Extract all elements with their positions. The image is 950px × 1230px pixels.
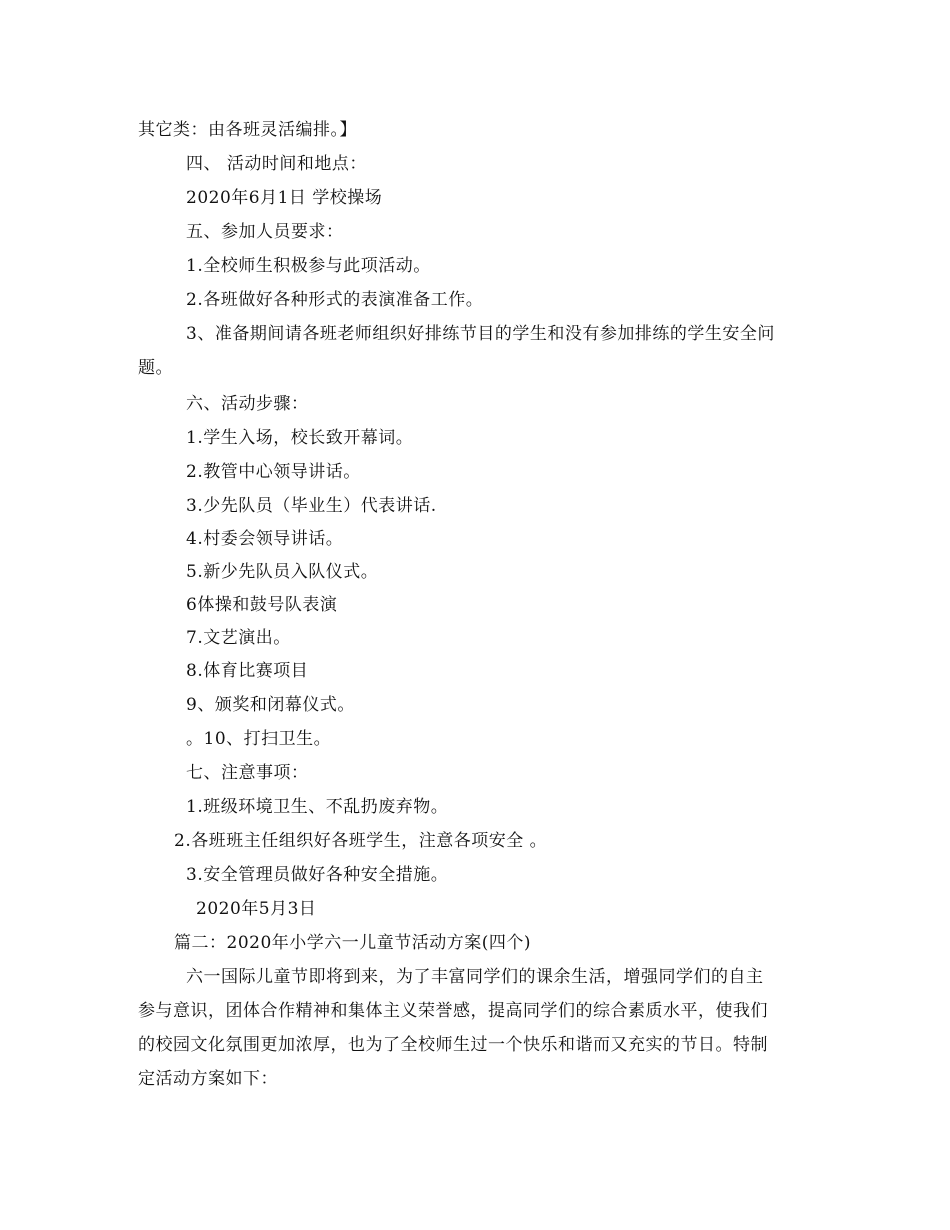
list-item-continuation: 题。 (138, 358, 173, 378)
list-item: 3.少先队员（毕业生）代表讲话. (186, 496, 437, 516)
list-item: 2.各班做好各种形式的表演准备工作。 (186, 290, 484, 310)
document-date: 2020年5月3日 (196, 899, 317, 919)
list-item: 2.教管中心领导讲话。 (186, 462, 361, 482)
section-heading-6: 六、活动步骤： (186, 394, 309, 414)
list-item: 1.全校师生积极参与此项活动。 (186, 256, 431, 276)
list-item: 6体操和鼓号队表演 (186, 595, 338, 615)
list-item: 3、准备期间请各班老师组织好排练节目的学生和没有参加排练的学生安全问 (186, 324, 775, 344)
list-item: 5.新少先队员入队仪式。 (186, 562, 379, 582)
section-heading-5: 五、参加人员要求： (186, 222, 344, 242)
list-item: 7.文艺演出。 (186, 628, 291, 648)
list-item: 2.各班班主任组织好各班学生，注意各项安全 。 (174, 831, 548, 851)
paragraph-line: 的校园文化氛围更加浓厚，也为了全校师生过一个快乐和谐而又充实的节日。特制 (138, 1035, 768, 1055)
text-line-1: 其它类：由各班灵活编排。】 (138, 120, 357, 140)
section-heading-4: 四、 活动时间和地点： (186, 154, 367, 174)
text-line-date-place: 2020年6月1日 学校操场 (186, 188, 383, 208)
article-title: 篇二：2020年小学六一儿童节活动方案(四个) (174, 933, 532, 953)
paragraph-line: 六一国际儿童节即将到来，为了丰富同学们的课余生活，增强同学们的自主 (186, 967, 764, 987)
paragraph-line: 定活动方案如下： (138, 1069, 278, 1089)
list-item: 1.班级环境卫生、不乱扔废弃物。 (186, 797, 449, 817)
list-item: 。10、打扫卫生。 (186, 729, 332, 749)
section-heading-7: 七、注意事项： (186, 763, 309, 783)
list-item: 4.村委会领导讲话。 (186, 529, 344, 549)
list-item: 8.体育比赛项目 (186, 661, 309, 681)
paragraph-line: 参与意识，团体合作精神和集体主义荣誉感，提高同学们的综合素质水平，使我们 (138, 1001, 768, 1021)
list-item: 9、颁奖和闭幕仪式。 (186, 695, 355, 715)
list-item: 1.学生入场，校长致开幕词。 (186, 428, 414, 448)
list-item: 3.安全管理员做好各种安全措施。 (186, 865, 449, 885)
